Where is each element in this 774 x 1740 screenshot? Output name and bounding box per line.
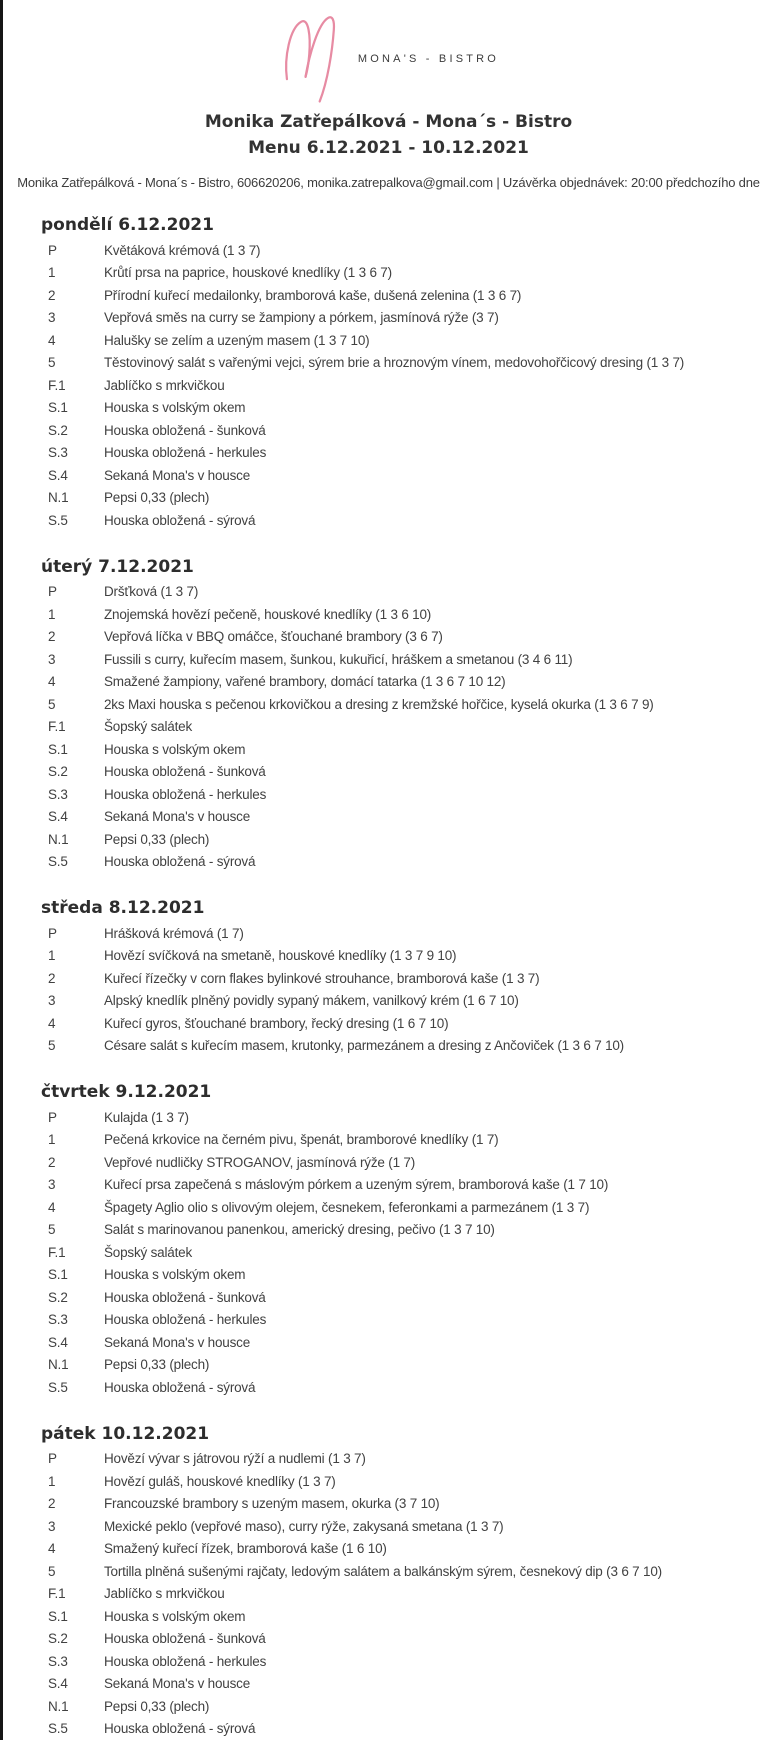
menu-item-row — [41, 945, 746, 968]
menu-item-text: Hovězí svíčková na smetaně, houskové knedlíky (1 3 7 9 10) — [104, 948, 457, 964]
menu-item-text: Houska obložená - sýrová — [104, 512, 256, 528]
menu-item-text: Houska obložená - šunková — [104, 422, 266, 438]
menu-item-code: 3 — [48, 993, 56, 1009]
menu-item-code: S.5 — [48, 512, 68, 528]
menu-item-code: 5 — [48, 1038, 56, 1054]
bistro-logo — [3, 0, 774, 105]
menu-item-code: S.5 — [48, 854, 68, 870]
menu-item-row — [41, 1174, 746, 1197]
menu-item-row — [41, 239, 746, 262]
menu-item-text: Jablíčko s mrkvičkou — [104, 1586, 225, 1602]
menu-item-row — [41, 1331, 746, 1354]
menu-item-row — [41, 693, 746, 716]
menu-item-row — [41, 851, 746, 874]
menu-item-code: S.4 — [48, 1334, 68, 1350]
menu-item-row — [41, 1583, 746, 1606]
menu-item-code: 4 — [48, 332, 56, 348]
menu-item-row — [41, 397, 746, 420]
menu-item-text: Hovězí vývar s játrovou rýží a nudlemi (1 3 7) — [104, 1451, 366, 1467]
menu-item-text: Halušky se zelím a uzeným masem (1 3 7 10) — [104, 332, 370, 348]
menu-item-row — [41, 716, 746, 739]
menu-item-code: 5 — [48, 355, 56, 371]
monogram-m-icon — [278, 13, 342, 105]
menu-item-row — [41, 329, 746, 352]
title-line-business: Monika Zatřepálková - Mona´s - Bistro — [204, 112, 573, 132]
menu-item-code: N.1 — [48, 1698, 69, 1714]
page-title — [3, 109, 774, 161]
menu-item-row — [41, 262, 746, 285]
menu-item-text: Vepřová líčka v BBQ omáčce, šťouchané brambory (3 6 7) — [104, 629, 443, 645]
menu-item-code: 3 — [48, 1177, 56, 1193]
menu-item-row — [41, 626, 746, 649]
menu-item-code: 4 — [48, 1199, 56, 1215]
menu-item-row — [41, 1673, 746, 1696]
menu-item-code: S.1 — [48, 1267, 68, 1283]
menu-item-code: 3 — [48, 1518, 56, 1534]
menu-item-code: N.1 — [48, 490, 69, 506]
contact-line: Monika Zatřepálková - Mona´s - Bistro, 606620206, monika.zatrepalkova@gmail.com | Uzávěrka objednávek: 20:00 předchozího dne — [17, 175, 760, 190]
menu-item-row — [41, 487, 746, 510]
menu-item-row — [41, 1718, 746, 1740]
menu-item-row — [41, 738, 746, 761]
menu-item-text: Hrášková krémová (1 7) — [104, 925, 244, 941]
menu-item-row — [41, 581, 746, 604]
menu-item-row — [41, 1129, 746, 1152]
menu-item-code: 2 — [48, 287, 56, 303]
menu-item-row — [41, 828, 746, 851]
menu-item-code: F.1 — [48, 1586, 66, 1602]
day-section — [41, 215, 746, 532]
menu-item-row — [41, 1470, 746, 1493]
menu-item-text: Houska s volským okem — [104, 400, 246, 416]
title-line-menu-range: Menu 6.12.2021 - 10.12.2021 — [248, 138, 529, 158]
menu-item-code: 1 — [48, 606, 56, 622]
menu-item-code: N.1 — [48, 1357, 69, 1373]
menu-item-code: 2 — [48, 970, 56, 986]
menu-item-row — [41, 442, 746, 465]
menu-item-text: Houska obložená - sýrová — [104, 1379, 256, 1395]
menu-item-code: S.3 — [48, 1312, 68, 1328]
menu-item-row — [41, 1151, 746, 1174]
menu-item-text: Šopský salátek — [104, 1244, 192, 1260]
menu-item-code: S.3 — [48, 445, 68, 461]
menu-item-row — [41, 1035, 746, 1058]
menu-item-code: S.4 — [48, 467, 68, 483]
menu-item-text: Sekaná Mona's v housce — [104, 1334, 251, 1350]
menu-item-row — [41, 1515, 746, 1538]
day-section — [41, 898, 746, 1057]
day-title: pondělí 6.12.2021 — [41, 215, 214, 235]
menu-item-text: Jablíčko s mrkvičkou — [104, 377, 225, 393]
day-title: pátek 10.12.2021 — [41, 1423, 210, 1444]
menu-item-row — [41, 1106, 746, 1129]
menu-item-code: 5 — [48, 1222, 56, 1238]
menu-item-code: 4 — [48, 1015, 56, 1031]
menu-item-code: 4 — [48, 1541, 56, 1557]
menu-item-row — [41, 1354, 746, 1377]
menu-item-code: S.3 — [48, 1653, 68, 1669]
menu-item-code: S.5 — [48, 1379, 68, 1395]
menu-item-code: 4 — [48, 674, 56, 690]
menu-item-text: Houska obložená - šunková — [104, 1289, 266, 1305]
menu-item-code: F.1 — [48, 1244, 66, 1260]
menu-item-text: Houska obložená - herkules — [104, 1312, 267, 1328]
menu-item-row — [41, 1560, 746, 1583]
menu-item-text: Tortilla plněná sušenými rajčaty, ledovým salátem a balkánským sýrem, česnekový dip (3 6 7 10) — [104, 1563, 662, 1579]
menu-item-row — [41, 1605, 746, 1628]
menu-item-row — [41, 1695, 746, 1718]
menu-item-text: Smažený kuřecí řízek, bramborová kaše (1 6 10) — [104, 1541, 387, 1557]
menu-item-code: P — [48, 242, 57, 258]
menu-item-row — [41, 1309, 746, 1332]
menu-item-row — [41, 1628, 746, 1651]
menu-days — [3, 215, 774, 1740]
menu-item-text: Pečená krkovice na černém pivu, špenát, bramborové knedlíky (1 7) — [104, 1132, 499, 1148]
menu-item-text: Houska s volským okem — [104, 741, 246, 757]
day-title: středa 8.12.2021 — [41, 898, 205, 918]
menu-item-row — [41, 352, 746, 375]
menu-item-row — [41, 603, 746, 626]
menu-item-text: Houska s volským okem — [104, 1608, 246, 1624]
menu-item-text: Césare salát s kuřecím masem, krutonky, parmezánem a dresing z Ančoviček (1 3 6 7 10) — [104, 1038, 624, 1054]
menu-item-code: S.4 — [48, 1676, 68, 1692]
menu-item-text: Pepsi 0,33 (plech) — [104, 490, 210, 506]
menu-item-text: Kulajda (1 3 7) — [104, 1109, 189, 1125]
menu-item-row — [41, 761, 746, 784]
menu-item-row — [41, 1448, 746, 1471]
menu-item-text: Houska obložená - šunková — [104, 764, 266, 780]
menu-item-code: 5 — [48, 696, 56, 712]
menu-item-text: Přírodní kuřecí medailonky, bramborová kaše, dušená zelenina (1 3 6 7) — [104, 287, 522, 303]
menu-item-code: 1 — [48, 1132, 56, 1148]
menu-item-text: Alpský knedlík plněný povidly sypaný mákem, vanilkový krém (1 6 7 10) — [104, 993, 519, 1009]
menu-item-row — [41, 1012, 746, 1035]
menu-item-row — [41, 783, 746, 806]
menu-item-code: 2 — [48, 629, 56, 645]
menu-item-row — [41, 374, 746, 397]
menu-item-text: Kuřecí prsa zapečená s máslovým pórkem a uzeným sýrem, bramborová kaše (1 7 10) — [104, 1177, 609, 1193]
menu-item-code: S.2 — [48, 1289, 68, 1305]
menu-item-code: S.2 — [48, 764, 68, 780]
menu-item-text: Houska s volským okem — [104, 1267, 246, 1283]
menu-item-text: Pepsi 0,33 (plech) — [104, 1698, 210, 1714]
menu-item-row — [41, 1493, 746, 1516]
menu-item-code: F.1 — [48, 719, 66, 735]
menu-item-text: Houska obložená - herkules — [104, 1653, 267, 1669]
menu-item-text: Smažené žampiony, vařené brambory, domácí tatarka (1 3 6 7 10 12) — [104, 674, 506, 690]
menu-item-text: Houska obložená - herkules — [104, 786, 267, 802]
menu-item-text: Fussili s curry, kuřecím masem, šunkou, kukuřicí, hráškem a smetanou (3 4 6 11) — [104, 651, 573, 667]
menu-item-text: 2ks Maxi houska s pečenou krkovičkou a dresing z kremžské hořčice, kyselá okurka (1 3 6 7 9) — [104, 696, 654, 712]
menu-item-code: 1 — [48, 1473, 56, 1489]
menu-item-row — [41, 1196, 746, 1219]
menu-item-code: S.2 — [48, 422, 68, 438]
menu-item-row — [41, 1241, 746, 1264]
menu-item-row — [41, 284, 746, 307]
menu-item-code: 3 — [48, 310, 56, 326]
menu-item-text: Hovězí guláš, houskové knedlíky (1 3 7) — [104, 1473, 336, 1489]
menu-item-row — [41, 1538, 746, 1561]
day-title: úterý 7.12.2021 — [41, 556, 194, 577]
menu-item-row — [41, 990, 746, 1013]
menu-item-code: S.1 — [48, 741, 68, 757]
menu-item-text: Sekaná Mona's v housce — [104, 809, 251, 825]
day-section — [41, 1082, 746, 1399]
menu-item-text: Houska obložená - herkules — [104, 445, 267, 461]
menu-item-text: Dršťková (1 3 7) — [104, 584, 199, 600]
menu-item-row — [41, 307, 746, 330]
menu-item-code: P — [48, 1451, 57, 1467]
menu-item-text: Houska obložená - šunková — [104, 1631, 266, 1647]
menu-item-row — [41, 922, 746, 945]
menu-item-row — [41, 967, 746, 990]
menu-item-code: 2 — [48, 1496, 56, 1512]
menu-item-code: S.5 — [48, 1721, 68, 1737]
menu-item-code: S.4 — [48, 809, 68, 825]
day-section — [41, 557, 746, 874]
menu-item-row — [41, 509, 746, 532]
menu-item-code: P — [48, 1109, 57, 1125]
menu-item-code: 5 — [48, 1563, 56, 1579]
menu-item-code: S.2 — [48, 1631, 68, 1647]
menu-item-text: Francouzské brambory s uzeným masem, okurka (3 7 10) — [104, 1496, 440, 1512]
menu-item-row — [41, 1286, 746, 1309]
day-section — [41, 1424, 746, 1740]
menu-item-code: P — [48, 925, 57, 941]
menu-item-text: Krůtí prsa na paprice, houskové knedlíky (1 3 6 7) — [104, 265, 392, 281]
menu-item-code: 3 — [48, 651, 56, 667]
menu-item-text: Květáková krémová (1 3 7) — [104, 242, 261, 258]
menu-item-code: P — [48, 584, 57, 600]
menu-item-text: Salát s marinovanou panenkou, americký dresing, pečivo (1 3 7 10) — [104, 1222, 495, 1238]
day-title: čtvrtek 9.12.2021 — [41, 1082, 212, 1102]
menu-item-row — [41, 1376, 746, 1399]
menu-item-row — [41, 419, 746, 442]
menu-item-row — [41, 1219, 746, 1242]
menu-item-text: Kuřecí řízečky v corn flakes bylinkové strouhance, bramborová kaše (1 3 7) — [104, 970, 540, 986]
menu-item-text: Houska obložená - sýrová — [104, 854, 256, 870]
menu-item-text: Znojemská hovězí pečeně, houskové knedlíky (1 3 6 10) — [104, 606, 432, 622]
menu-item-text: Těstovinový salát s vařenými vejci, sýrem brie a hroznovým vínem, medovohořčicový dresing (1 3 7) — [104, 355, 685, 371]
menu-item-text: Pepsi 0,33 (plech) — [104, 1357, 210, 1373]
menu-item-text: Šopský salátek — [104, 719, 192, 735]
menu-item-code: F.1 — [48, 377, 66, 393]
menu-item-row — [41, 1264, 746, 1287]
menu-item-text: Houska obložená - sýrová — [104, 1721, 256, 1737]
menu-item-text: Sekaná Mona's v housce — [104, 467, 251, 483]
menu-item-row — [41, 806, 746, 829]
menu-item-code: S.1 — [48, 400, 68, 416]
menu-item-text: Špagety Aglio olio s olivovým olejem, česnekem, feferonkami a parmezánem (1 3 7) — [104, 1199, 590, 1215]
menu-item-text: Vepřové nudličky STROGANOV, jasmínová rýže (1 7) — [104, 1154, 416, 1170]
menu-item-code: 1 — [48, 265, 56, 281]
menu-item-text: Kuřecí gyros, šťouchané brambory, řecký dresing (1 6 7 10) — [104, 1015, 449, 1031]
menu-item-row — [41, 464, 746, 487]
menu-item-text: Vepřová směs na curry se žampiony a pórkem, jasmínová rýže (3 7) — [104, 310, 499, 326]
menu-item-code: N.1 — [48, 831, 69, 847]
menu-item-code: S.3 — [48, 786, 68, 802]
menu-item-code: 2 — [48, 1154, 56, 1170]
brand-text: MONA'S - BISTRO — [357, 53, 500, 65]
menu-item-code: 1 — [48, 948, 56, 964]
menu-item-code: S.1 — [48, 1608, 68, 1624]
menu-item-text: Mexické peklo (vepřové maso), curry rýže, zakysaná smetana (1 3 7) — [104, 1518, 504, 1534]
menu-item-text: Pepsi 0,33 (plech) — [104, 831, 210, 847]
menu-item-row — [41, 648, 746, 671]
menu-item-row — [41, 671, 746, 694]
menu-item-text: Sekaná Mona's v housce — [104, 1676, 251, 1692]
menu-item-row — [41, 1650, 746, 1673]
